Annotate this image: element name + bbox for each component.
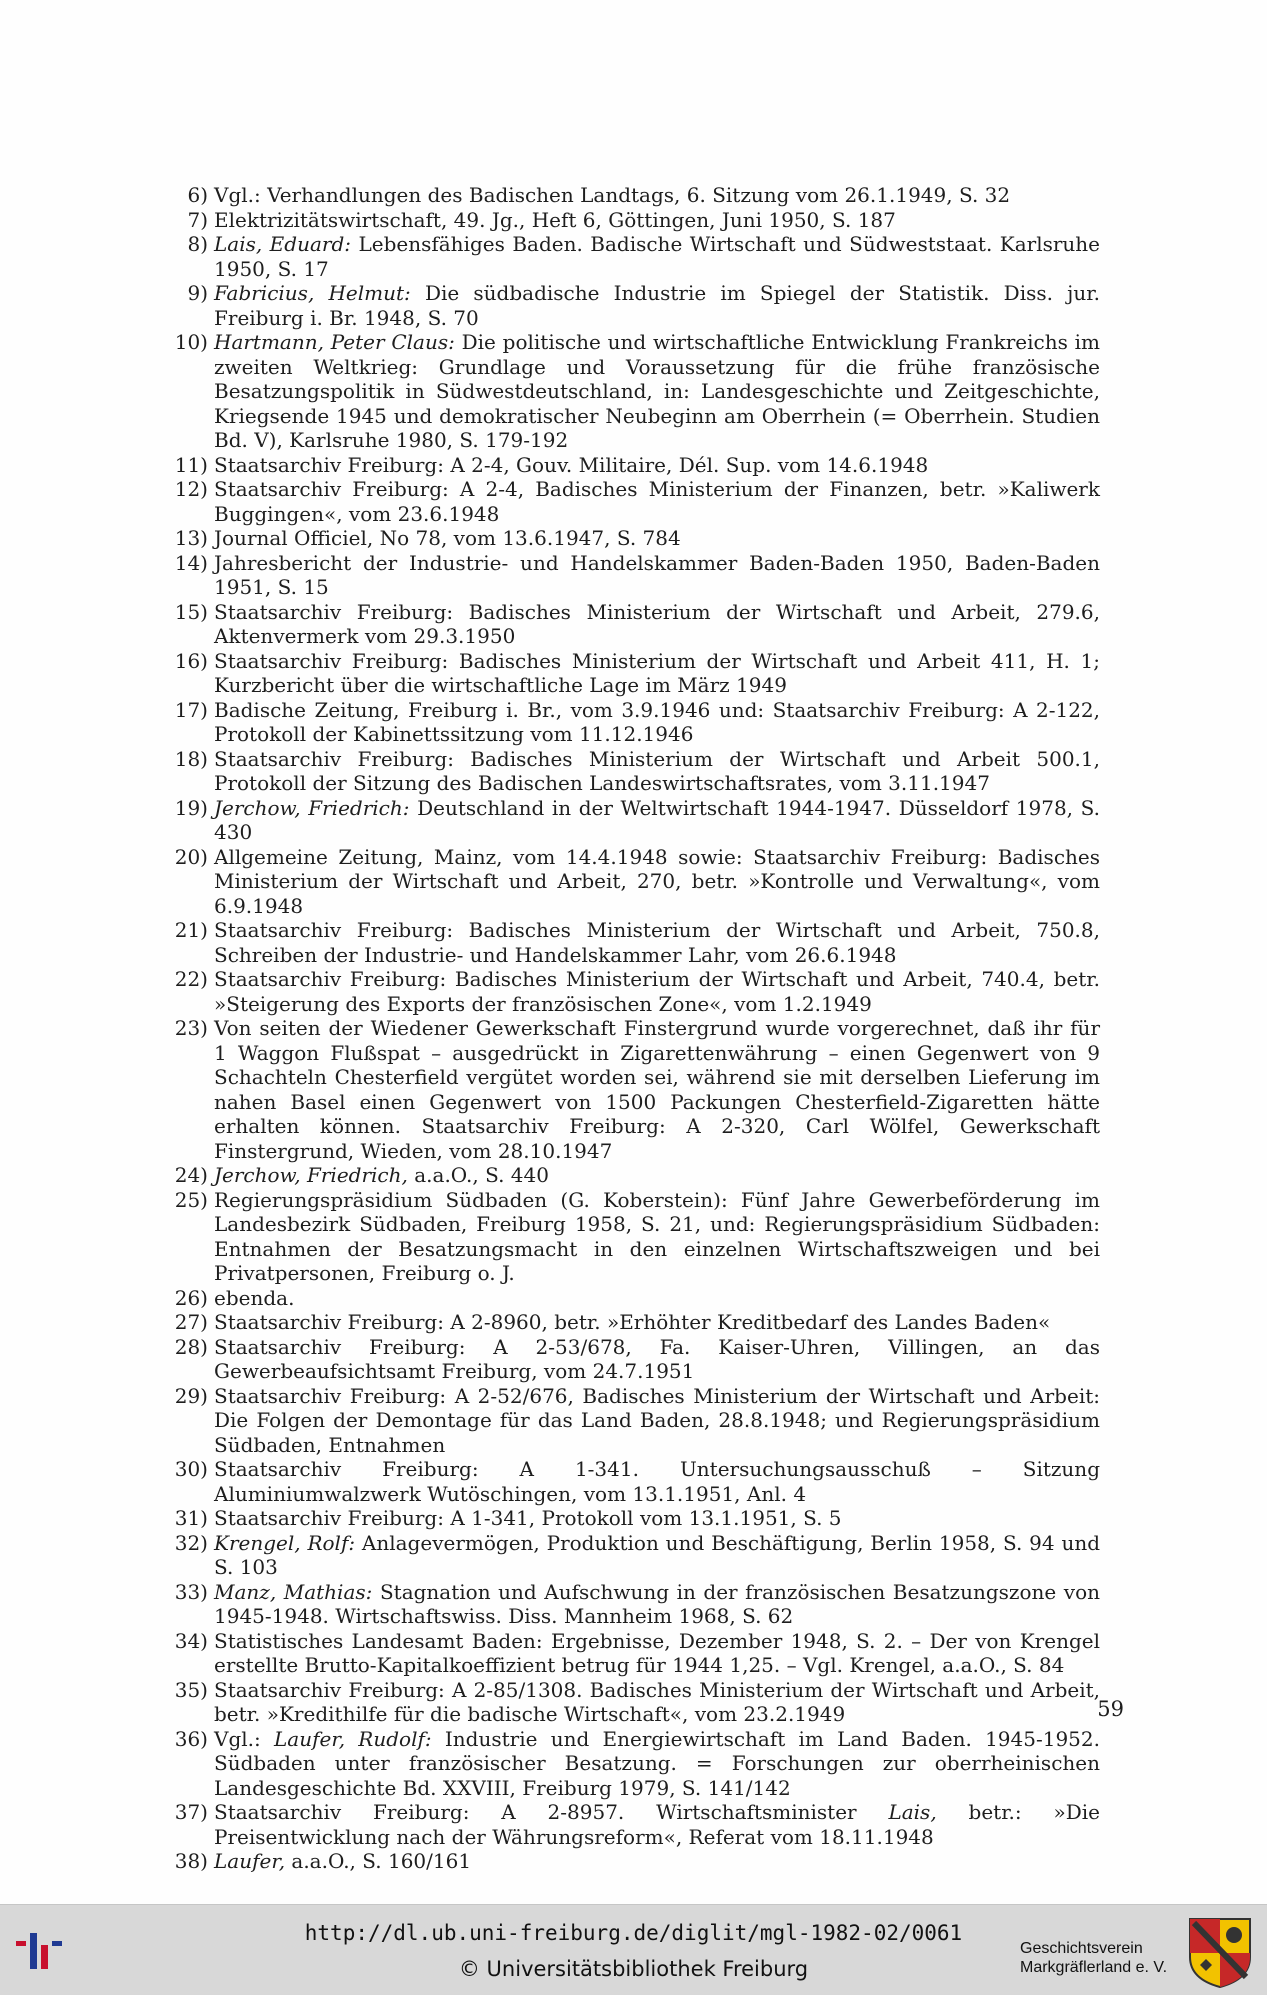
footnote-text <box>214 208 1100 233</box>
footnote-text <box>214 918 1100 967</box>
footnote-text <box>214 1016 1100 1163</box>
footnote-number: 38) <box>174 1849 208 1873</box>
footnote-number: 13) <box>174 526 208 550</box>
footnote-number: 21) <box>174 918 208 942</box>
footnote-text <box>214 600 1100 649</box>
footer-bar <box>0 1904 1267 1995</box>
footnote-text <box>214 330 1100 453</box>
footnote-text <box>214 477 1100 526</box>
footnote <box>160 1531 1100 1580</box>
footnote-text <box>214 1384 1100 1458</box>
footnote-segment: Industrie und Energiewirtschaft im Land Baden. 1945-1952. Südbaden unter französischer Besatzung. = Forschungen zur oberrheinischen Landesgeschichte Bd. XXVIII, Freiburg 1979, S. 141/142 <box>214 1726 1100 1800</box>
footnote <box>160 1727 1100 1801</box>
footnote-author: Jerchow, Friedrich, <box>214 1163 408 1187</box>
footnote-text <box>214 526 1100 551</box>
footnote-number: 36) <box>174 1726 208 1751</box>
society-name-line1: Geschichtsverein <box>1020 1940 1143 1957</box>
footnote-number: 15) <box>174 599 208 624</box>
footnote-segment: Jahresbericht der Industrie- und Handelskammer Baden-Baden 1950, Baden-Baden 1951, S. 15 <box>214 550 1100 599</box>
footnote <box>160 1384 1100 1458</box>
footnote-text <box>214 1849 1100 1874</box>
footnote-segment: Die südbadische Industrie im Spiegel der Statistik. Diss. jur. Freiburg i. Br. 1948, S. 70 <box>214 281 1100 330</box>
footnote-text <box>214 551 1100 600</box>
footnote-segment: Vgl.: <box>214 1726 274 1751</box>
footnote-segment: Staatsarchiv Freiburg: A 2-8960, betr. »Erhöhter Kreditbedarf des Landes Baden« <box>214 1310 1051 1334</box>
footnote-text <box>214 453 1100 478</box>
footnote-number: 7) <box>187 207 208 232</box>
footnote <box>160 1286 1100 1311</box>
footnote <box>160 1580 1100 1629</box>
footnote <box>160 698 1100 747</box>
footnote-number: 14) <box>174 550 208 575</box>
footnote-number: 18) <box>174 746 208 771</box>
footnote <box>160 281 1100 330</box>
footnote-number: 9) <box>187 281 208 305</box>
footnote-author: Laufer, Rudolf: <box>274 1726 432 1751</box>
footnote <box>160 1335 1100 1384</box>
footnote-text <box>214 1629 1100 1678</box>
footnote-segment: Regierungspräsidium Südbaden (G. Koberstein): Fünf Jahre Gewerbeförderung im Landesbezirk Südbaden, Freiburg 1958, S. 21, und: Regierungspräsidium Südbaden: Entnahmen der Besatzungsmacht in den einzelnen Wirtschaftszweigen und bei Privatpersonen, Freiburg o. J. <box>214 1187 1100 1285</box>
footnote-segment: Lebensfähiges Baden. Badische Wirtschaft und Südweststaat. Karlsruhe 1950, S. 17 <box>214 232 1101 281</box>
footnote-author: Jerchow, Friedrich: <box>214 795 410 820</box>
footnote-number: 10) <box>174 330 208 354</box>
footnote-text <box>214 183 1100 208</box>
footnote <box>160 232 1100 281</box>
footnote-number: 35) <box>174 1677 208 1702</box>
footnote-segment: Staatsarchiv Freiburg: A 2-8957. Wirtschaftsminister <box>214 1800 889 1824</box>
footnote-number: 34) <box>174 1628 208 1653</box>
footnote <box>160 918 1100 967</box>
footnote-segment: Anlagevermögen, Produktion und Beschäftigung, Berlin 1958, S. 94 und S. 103 <box>214 1530 1101 1579</box>
footnote-text <box>214 1163 1100 1188</box>
footnote-author: Laufer, <box>214 1849 286 1873</box>
footnote-segment: Elektrizitätswirtschaft, 49. Jg., Heft 6, Göttingen, Juni 1950, S. 187 <box>214 207 896 232</box>
footnote-number: 37) <box>174 1800 208 1824</box>
footnote <box>160 967 1100 1016</box>
footnote-text <box>214 967 1100 1016</box>
footnote <box>160 1800 1100 1849</box>
footnote-segment: Stagnation und Aufschwung in der französischen Besatzungszone von 1945-1948. Wirtschaftswiss. Diss. Mannheim 1968, S. 62 <box>214 1579 1100 1628</box>
footnote-segment: Staatsarchiv Freiburg: Badisches Ministerium der Wirtschaft und Arbeit, 750.8, Schreiben der Industrie- und Handelskammer Lahr, vom 26.6.1948 <box>214 918 1100 967</box>
footnote <box>160 1629 1100 1678</box>
footnote-segment: Staatsarchiv Freiburg: A 1-341. Untersuchungsausschuß – Sitzung Aluminiumwalzwerk Wutöschingen, vom 13.1.1951, Anl. 4 <box>214 1457 1100 1506</box>
footnote-number: 12) <box>174 477 208 501</box>
footnote-number: 23) <box>174 1016 208 1040</box>
footnotes-list <box>160 183 1100 1874</box>
footnote-text <box>214 1800 1100 1849</box>
footnote <box>160 526 1100 551</box>
footnote-text <box>214 1506 1100 1531</box>
footnote <box>160 477 1100 526</box>
coat-of-arms-icon <box>1188 1917 1252 1989</box>
footnote <box>160 1678 1100 1727</box>
footnote-text <box>214 281 1100 330</box>
footnote-segment: Deutschland in der Weltwirtschaft 1944-1947. Düsseldorf 1978, S. 430 <box>214 795 1100 844</box>
footnote-segment: Von seiten der Wiedener Gewerkschaft Finstergrund wurde vorgerechnet, daß ihr für 1 Waggon Flußspat – ausgedrückt in Zigarettenwährung – einen Gegenwert von 9 Schachteln Chesterfield vergütet worden sei, während sie mit derselben Lieferung im nahen Basel einen Gegenwert von 1500 Packungen Chesterfield-Zigaretten hätte erhalten können. Staatsarchiv Freiburg: A 2-320, Carl Wölfel, Gewerkschaft Finstergrund, Wieden, vom 28.10.1947 <box>214 1016 1100 1163</box>
footnote-segment: a.a.O., S. 440 <box>407 1163 549 1187</box>
footnote-segment: Statistisches Landesamt Baden: Ergebnisse, Dezember 1948, S. 2. – Der von Krengel erstellte Brutto-Kapitalkoeffizient betrug für 1944 1,25. – Vgl. Krengel, a.a.O., S. 84 <box>214 1628 1100 1677</box>
footnote-number: 28) <box>174 1334 208 1359</box>
footnote-author: Hartmann, Peter Claus: <box>214 330 455 354</box>
footnote-text <box>214 1678 1100 1727</box>
footnote-segment: Staatsarchiv Freiburg: A 2-4, Badisches Ministerium der Finanzen, betr. »Kaliwerk Buggingen«, vom 23.6.1948 <box>214 477 1100 526</box>
footnote-number: 8) <box>187 232 208 256</box>
copyright-text: © Universitätsbibliothek Freiburg <box>458 1957 809 1981</box>
footnote-text <box>214 1727 1100 1801</box>
footnote-number: 26) <box>174 1285 208 1310</box>
footnote-number: 32) <box>174 1530 208 1555</box>
footnote-text <box>214 649 1100 698</box>
footnote <box>160 1310 1100 1335</box>
footnote-segment: Die politische und wirtschaftliche Entwicklung Frankreichs im zweiten Weltkrieg: Grundlage und Voraussetzung für die frühe französische Besatzungspolitik in Südwestdeutschland, in: Landesgeschichte und Zeitgeschichte, Kriegsende 1945 und demokratischer Neubeginn am Oberrhein (= Oberrhein. Studien Bd. V), Karlsruhe 1980, S. 179-192 <box>214 330 1100 452</box>
footnote <box>160 551 1100 600</box>
footnote-text <box>214 1580 1100 1629</box>
footnote-number: 33) <box>174 1579 208 1604</box>
footnote-segment: Staatsarchiv Freiburg: A 2-4, Gouv. Militaire, Dél. Sup. vom 14.6.1948 <box>214 452 929 477</box>
footnote <box>160 453 1100 478</box>
footnote-segment: ebenda. <box>214 1285 295 1310</box>
footnote-number: 11) <box>174 452 208 477</box>
footnote-author: Krengel, Rolf: <box>214 1530 356 1555</box>
footnote <box>160 1188 1100 1286</box>
footnote-author: Fabricius, Helmut: <box>214 281 411 305</box>
footnote-number: 20) <box>174 844 208 869</box>
footnote-number: 29) <box>174 1383 208 1408</box>
footnote-number: 30) <box>174 1457 208 1481</box>
footnote <box>160 600 1100 649</box>
footnote-text <box>214 747 1100 796</box>
footnote-segment: Staatsarchiv Freiburg: A 1-341, Protokoll vom 13.1.1951, S. 5 <box>214 1506 842 1530</box>
footnote-text <box>214 1335 1100 1384</box>
footnote-number: 31) <box>174 1506 208 1530</box>
footnote <box>160 1163 1100 1188</box>
footnote-text <box>214 796 1100 845</box>
footnote-segment: betr.: »Die Preisentwicklung nach der Währungsreform«, Referat vom 18.11.1948 <box>214 1800 1100 1849</box>
footnote-number: 25) <box>174 1187 208 1212</box>
society-name <box>1020 1939 1167 1977</box>
footnote-text <box>214 698 1100 747</box>
footnote-segment: Vgl.: Verhandlungen des Badischen Landtags, 6. Sitzung vom 26.1.1949, S. 32 <box>214 183 1011 207</box>
footnote-segment: Staatsarchiv Freiburg: Badisches Ministerium der Wirtschaft und Arbeit 411, H. 1; Kurzbericht über die wirtschaftliche Lage im März 1949 <box>214 648 1100 697</box>
footnote-text <box>214 845 1100 919</box>
society-name-line2: Markgräflerland e. V. <box>1020 1959 1168 1976</box>
footnote-number: 27) <box>174 1310 208 1334</box>
page-number: 59 <box>1097 1697 1124 1721</box>
footnote <box>160 649 1100 698</box>
footnote-number: 17) <box>174 697 208 722</box>
footnote-author: Lais, Eduard: <box>214 232 351 256</box>
footnote-segment: a.a.O., S. 160/161 <box>285 1849 472 1873</box>
footnote-segment: Journal Officiel, No 78, vom 13.6.1947, S. 784 <box>214 526 681 550</box>
footnote <box>160 1016 1100 1163</box>
footnote-number: 22) <box>174 967 208 991</box>
footnote-segment: Staatsarchiv Freiburg: Badisches Ministerium der Wirtschaft und Arbeit, 279.6, Aktenvermerk vom 29.3.1950 <box>214 599 1100 648</box>
footnote-number: 19) <box>174 795 208 820</box>
footnote-text <box>214 232 1100 281</box>
footnote <box>160 330 1100 453</box>
footnote-segment: Staatsarchiv Freiburg: A 2-53/678, Fa. Kaiser-Uhren, Villingen, an das Gewerbeaufsichtsamt Freiburg, vom 24.7.1951 <box>214 1334 1100 1383</box>
footnote <box>160 747 1100 796</box>
footnote-segment: Staatsarchiv Freiburg: Badisches Ministerium der Wirtschaft und Arbeit 500.1, Protokoll der Sitzung des Badischen Landeswirtschaftsrates, vom 3.11.1947 <box>214 746 1100 795</box>
footnote-text <box>214 1457 1100 1506</box>
footnote <box>160 845 1100 919</box>
footnote-segment: Allgemeine Zeitung, Mainz, vom 14.4.1948 sowie: Staatsarchiv Freiburg: Badisches Ministerium der Wirtschaft und Arbeit, 270, betr. »Kontrolle und Verwaltung«, vom 6.9.1948 <box>214 844 1100 918</box>
footnote-text <box>214 1188 1100 1286</box>
footnote-number: 24) <box>174 1163 208 1187</box>
footnote-segment: Staatsarchiv Freiburg: Badisches Ministerium der Wirtschaft und Arbeit, 740.4, betr. »Steigerung des Exports der französischen Zone«, vom 1.2.1949 <box>214 967 1100 1016</box>
footnote-text <box>214 1286 1100 1311</box>
footnote-segment: Staatsarchiv Freiburg: A 2-85/1308. Badisches Ministerium der Wirtschaft und Arbeit, betr. »Kredithilfe für die badische Wirtschaft«, vom 23.2.1949 <box>214 1677 1100 1726</box>
footnote-number: 6) <box>187 183 208 207</box>
footnote <box>160 1457 1100 1506</box>
footnote <box>160 208 1100 233</box>
footnote-number: 16) <box>174 648 208 673</box>
document-url-link[interactable]: http://dl.ub.uni-freiburg.de/diglit/mgl-1982-02/0061 <box>304 1921 963 1945</box>
footnote <box>160 1849 1100 1874</box>
footnote <box>160 183 1100 208</box>
footnote-text <box>214 1310 1100 1335</box>
footnote-author: Lais, <box>888 1800 937 1824</box>
footnote-author: Manz, Mathias: <box>214 1579 373 1604</box>
footnote <box>160 1506 1100 1531</box>
footnote-segment: Staatsarchiv Freiburg: A 2-52/676, Badisches Ministerium der Wirtschaft und Arbeit: Die Folgen der Demontage für das Land Baden, 28.8.1948; und Regierungspräsidium Südbaden, Entnahmen <box>214 1383 1100 1457</box>
footnote <box>160 796 1100 845</box>
footnote-text <box>214 1531 1100 1580</box>
footnote-segment: Badische Zeitung, Freiburg i. Br., vom 3.9.1946 und: Staatsarchiv Freiburg: A 2-122, Protokoll der Kabinettssitzung vom 11.12.1946 <box>214 697 1100 746</box>
